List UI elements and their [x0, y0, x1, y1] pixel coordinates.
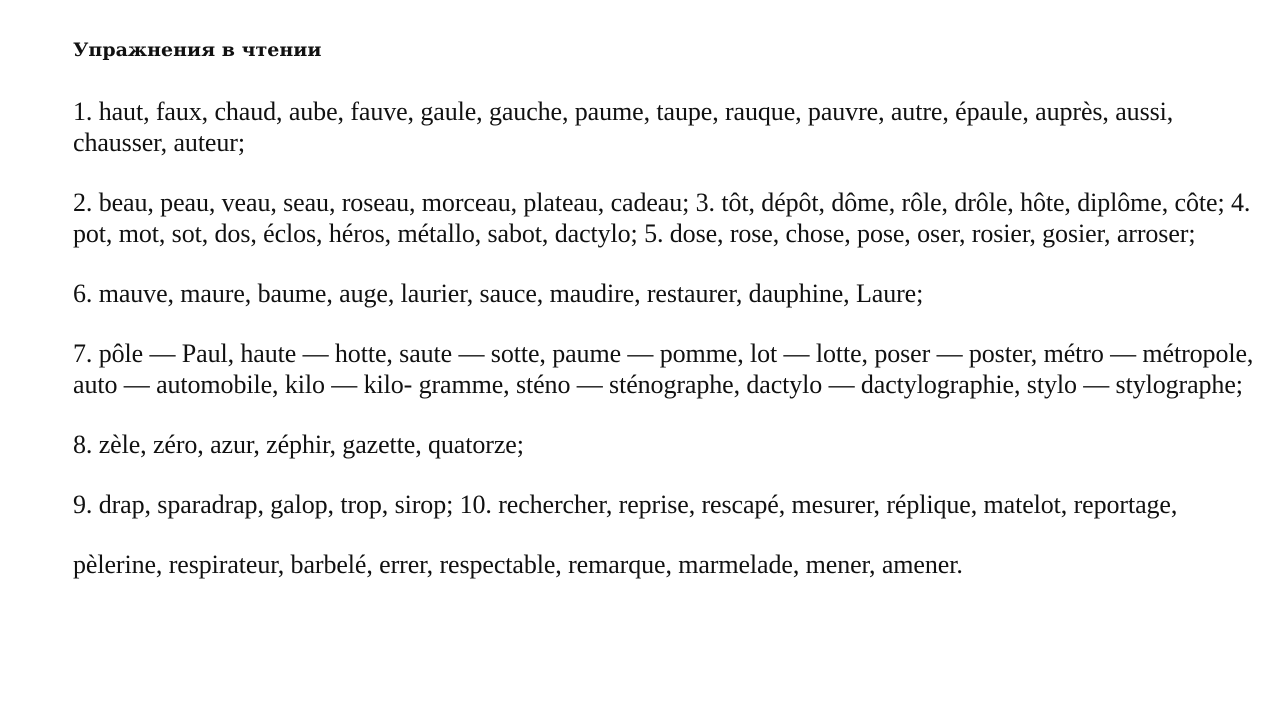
exercise-paragraph-5: 8. zèle, zéro, azur, zéphir, gazette, quatorze;	[73, 430, 524, 459]
exercise-paragraph-4: 7. pôle — Paul, haute — hotte, saute — sotte, paume — pomme, lot — lotte, poser — poster, métro — métropole, auto — automobile, kilo — kilo- gramme, sténo — sténographe, dactylo — dactylographie, stylo — stylographe;	[73, 339, 1254, 399]
exercise-paragraph-6: 9. drap, sparadrap, galop, trop, sirop; 10. rechercher, reprise, rescapé, mesurer, réplique, matelot, reportage,	[73, 490, 1178, 519]
exercise-title: Упражнения в чтении	[73, 39, 322, 61]
exercise-paragraph-3: 6. mauve, maure, baume, auge, laurier, sauce, maudire, restaurer, dauphine, Laure;	[73, 279, 924, 308]
exercise-paragraph-2: 2. beau, peau, veau, seau, roseau, morceau, plateau, cadeau; 3. tôt, dépôt, dôme, rôle, drôle, hôte, diplôme, côte; 4. pot, mot, sot, dos, éclos, héros, métallo, sabot, dactylo; 5. dose, rose, chose, pose, oser, rosier, gosier, arroser;	[73, 188, 1251, 248]
exercise-paragraph-7: pèlerine, respirateur, barbelé, errer, respectable, remarque, marmelade, mener, amener.	[73, 550, 963, 579]
exercise-paragraph-1: 1. haut, faux, chaud, aube, fauve, gaule, gauche, paume, taupe, rauque, pauvre, autre, épaule, auprès, aussi, chausser, auteur;	[73, 97, 1174, 157]
